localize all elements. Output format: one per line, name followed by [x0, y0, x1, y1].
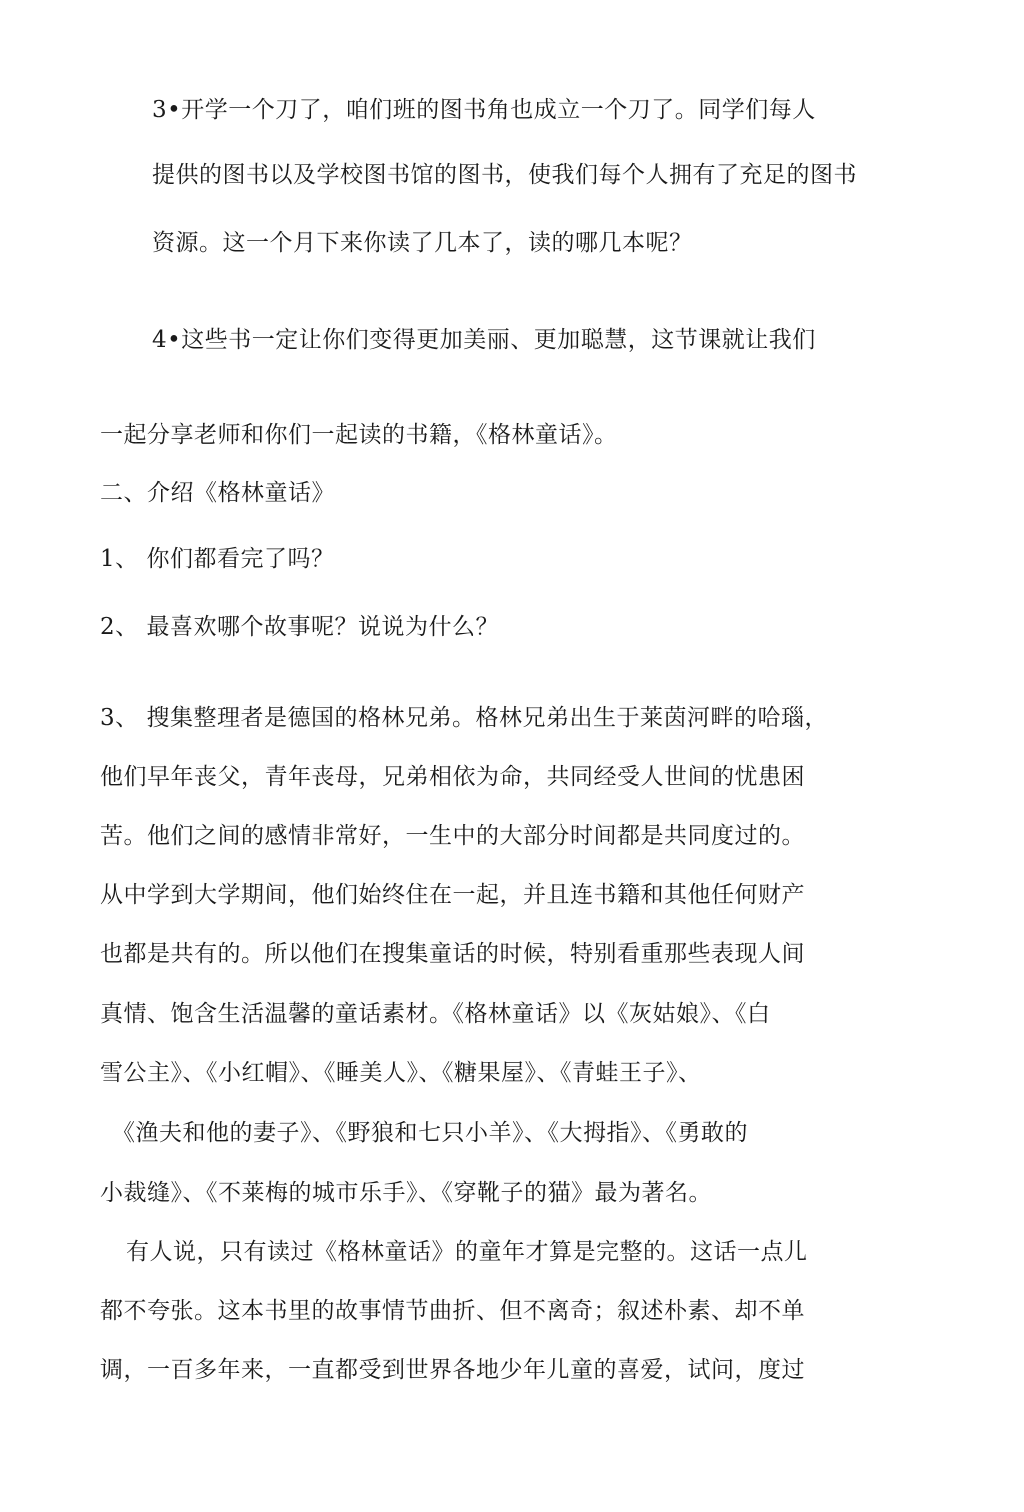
list-item: 1、 你们都看完了吗？	[100, 546, 335, 572]
text-line: 苦。他们之间的感情非常好，一生中的大部分时间都是共同度过的。	[100, 823, 805, 849]
text-line: 《渔夫和他的妻子》、《野狼和七只小羊》、《大拇指》、《勇敢的	[112, 1120, 748, 1146]
text-line: 4•这些书一定让你们变得更加美丽、更加聪慧，这节课就让我们	[152, 327, 816, 353]
text-line: 调，一百多年来，一直都受到世界各地少年儿童的喜爱，试问，度过	[100, 1357, 805, 1383]
text-line: 3•开学一个刀了，咱们班的图书角也成立一个刀了。同学们每人	[152, 97, 816, 123]
text-line: 也都是共有的。所以他们在搜集童话的时候，特别看重那些表现人间	[100, 941, 805, 967]
section-heading: 二、介绍《格林童话》	[100, 480, 335, 506]
text-line: 雪公主》、《小红帽》、《睡美人》、《糖果屋》、《青蛙王子》、	[100, 1060, 702, 1086]
text-line: 有人说，只有读过《格林童话》的童年才算是完整的。这话一点儿	[126, 1239, 808, 1265]
list-item: 2、 最喜欢哪个故事呢？说说为什么？	[100, 614, 499, 640]
text-line: 他们早年丧父，青年丧母，兄弟相依为命，共同经受人世间的忧患困	[100, 764, 805, 790]
list-item: 3、 搜集整理者是德国的格林兄弟。格林兄弟出生于莱茵河畔的哈瑙，	[100, 705, 828, 731]
text-line: 资源。这一个月下来你读了几本了，读的哪几本呢？	[152, 230, 693, 256]
text-line: 小裁缝》、《不莱梅的城市乐手》、《穿靴子的猫》最为著名。	[100, 1180, 712, 1206]
text-line: 都不夸张。这本书里的故事情节曲折、但不离奇；叙述朴素、却不单	[100, 1298, 805, 1324]
text-line: 真情、饱含生活温馨的童话素材。《格林童话》以《灰姑娘》、《白	[100, 1001, 771, 1027]
text-line: 提供的图书以及学校图书馆的图书，使我们每个人拥有了充足的图书	[152, 162, 857, 188]
text-line: 从中学到大学期间，他们始终住在一起，并且连书籍和其他任何财产	[100, 882, 805, 908]
text-line: 一起分享老师和你们一起读的书籍，《格林童话》。	[100, 422, 618, 448]
